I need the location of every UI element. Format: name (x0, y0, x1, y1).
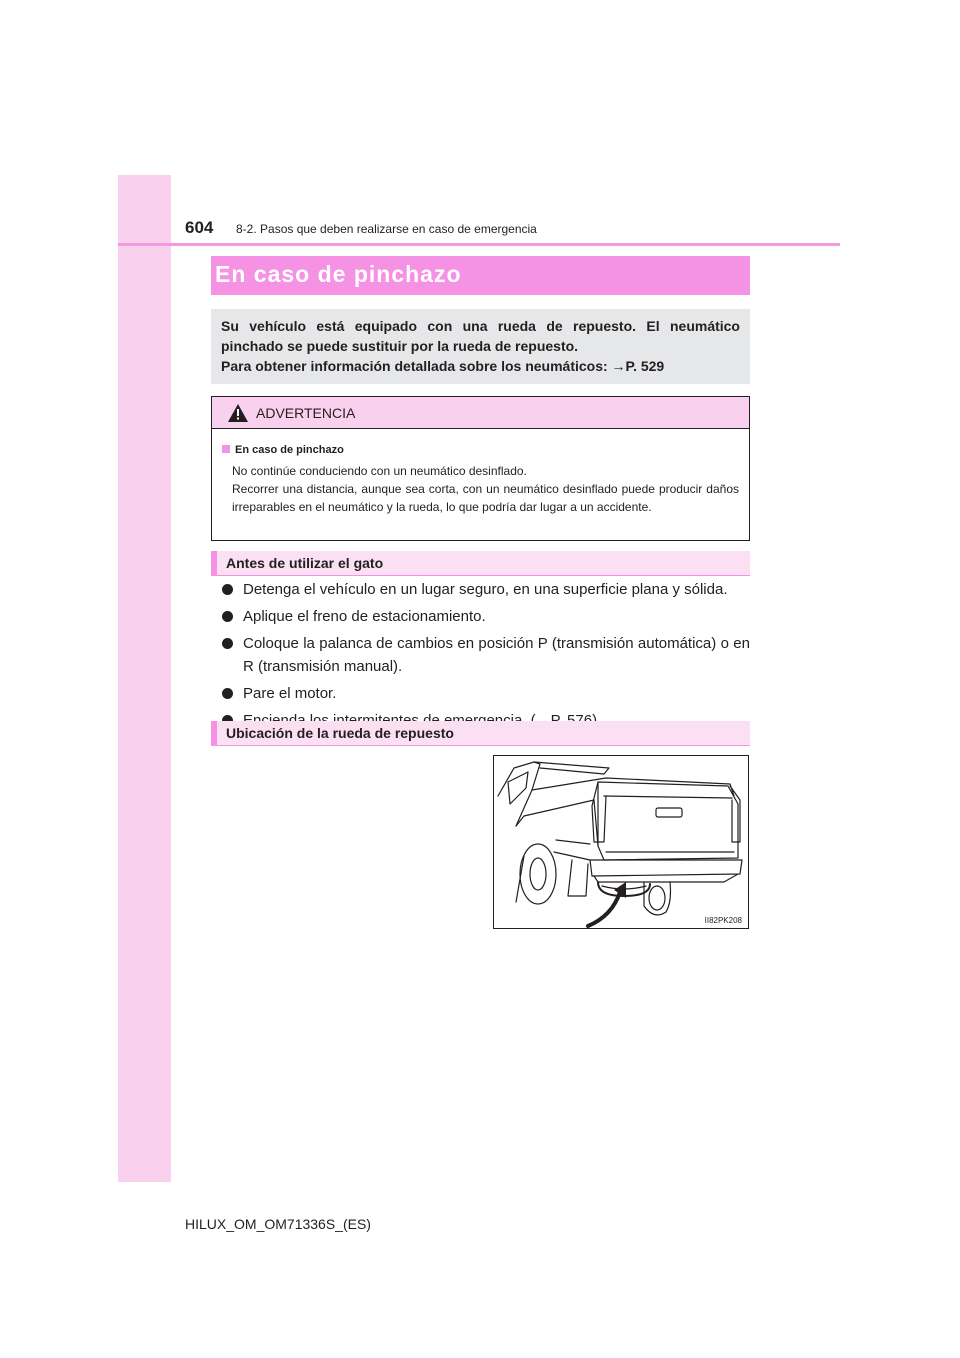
intro-line-2: pinchado se puede sustituir por la rueda de repuesto. (221, 338, 579, 354)
intro-line-1: Su vehículo está equipado con una rueda de repuesto. El neumático (221, 318, 740, 334)
subheader-spare-location (211, 721, 750, 746)
footer-doc-code: HILUX_OM_OM71336S_(ES) (185, 1216, 371, 1232)
intro-box (211, 309, 750, 384)
warning-header (212, 397, 749, 429)
title-banner (211, 256, 750, 295)
warning-text-2: Recorrer una distancia, aunque sea corta, con un neumático desinflado puede producir daños irreparables en el neumático y la rueda, lo que podría dar lugar a un accidente. (232, 482, 739, 514)
list-item (222, 632, 750, 678)
warning-triangle-icon (228, 404, 248, 422)
list-item-text: Pare el motor. (243, 685, 337, 702)
section-title: 8-2. Pasos que deben realizarse en caso de emergencia (236, 222, 537, 236)
warning-text-1: No continúe conduciendo con un neumático desinflado. (232, 464, 527, 478)
header-rule (118, 243, 840, 246)
spare-tire-illustration (493, 755, 749, 929)
bullet-dot-icon (222, 688, 233, 699)
subheader-spare-location-title: Ubicación de la rueda de repuesto (226, 725, 454, 741)
page-title: En caso de pinchazo (215, 261, 462, 287)
square-bullet-icon (222, 445, 230, 453)
warning-box (211, 396, 750, 541)
bullet-dot-icon (222, 638, 233, 649)
warning-subtitle (222, 441, 739, 459)
chapter-sidebar-tab (118, 175, 171, 1182)
bullet-list (222, 578, 750, 736)
warning-body (222, 441, 739, 516)
list-item (222, 578, 750, 601)
figure-code: II82PK208 (704, 916, 742, 925)
subheader-before-jack (211, 551, 750, 576)
warning-label: ADVERTENCIA (256, 405, 356, 421)
bullet-dot-icon (222, 584, 233, 595)
list-item (222, 605, 750, 628)
list-item (222, 682, 750, 705)
intro-line-3: Para obtener información detallada sobre los neumáticos: →P. 529 (221, 358, 665, 374)
list-item-text: Coloque la palanca de cambios en posición P (transmisión automática) o en R (transmisión manual). (243, 635, 750, 675)
pickup-truck-rear-illustration (494, 756, 748, 928)
page-number: 604 (185, 218, 214, 237)
list-item-text: Aplique el freno de estacionamiento. (243, 608, 486, 625)
warning-subtitle-text: En caso de pinchazo (235, 444, 344, 456)
bullet-dot-icon (222, 611, 233, 622)
list-item-text: Detenga el vehículo en un lugar seguro, en una superficie plana y sólida. (243, 581, 728, 598)
subheader-before-jack-title: Antes de utilizar el gato (226, 555, 384, 571)
